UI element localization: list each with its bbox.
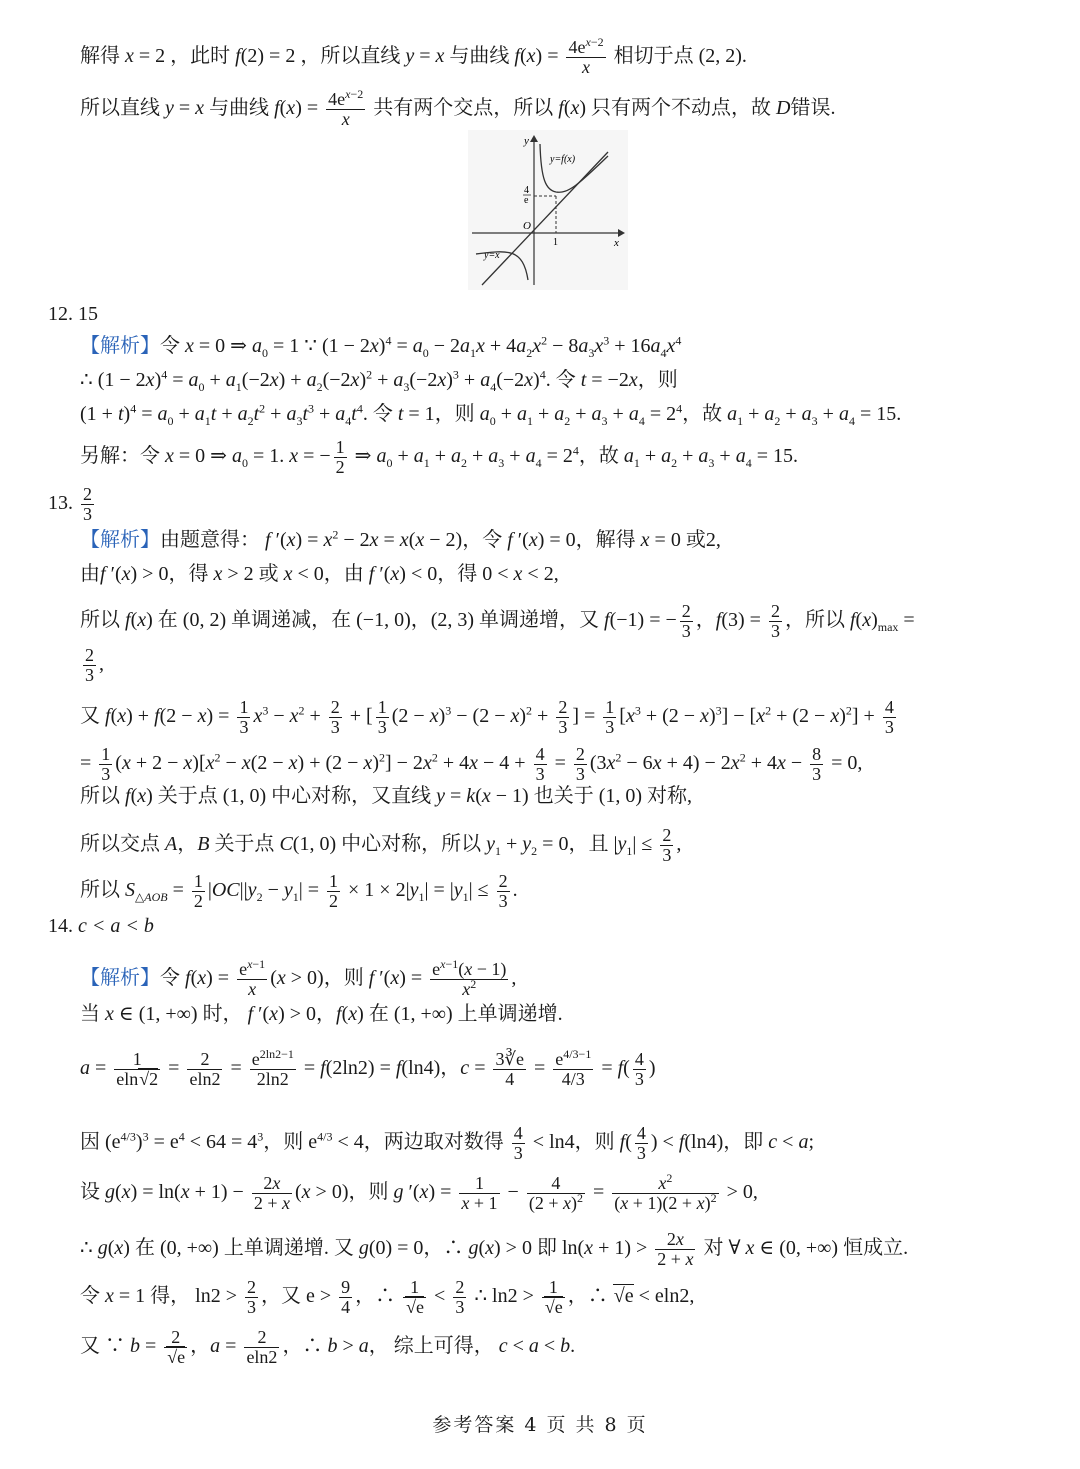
text: 所以	[80, 878, 120, 901]
q13-number: 13. $\frac{2}{3}$	[48, 484, 92, 524]
text: 单调递减，在	[231, 608, 352, 631]
text: 在	[157, 608, 178, 631]
text: 也关于	[533, 785, 594, 807]
text: 因	[80, 1130, 100, 1153]
text: ，解得	[575, 529, 636, 551]
text: 对	[703, 1236, 724, 1259]
text: ，则	[263, 1130, 304, 1153]
q14-line-8: 又 ∵ b = $\frac{2}{√e}$ ，a = $\frac{2}{eln2}$ ，∴ b > a， 综上可得， c < a < b.	[80, 1327, 576, 1367]
text: 当	[80, 1003, 100, 1025]
q14-line-1: 【解析】令 f(x) = $\frac{e^{x-1}}{x}$ (x > 0)，则 f ′(x) = $\frac{e^{x-1}(x - 1)}{x^2}$ ,	[80, 957, 517, 999]
text: 令	[372, 403, 393, 425]
q13-line-6: 所以 f(x) 关于点 (1, 0) 中心对称，又直线 y = k(x − 1) 也关于 (1, 0) 对称,	[80, 785, 693, 807]
text: 上单调递增.	[457, 1003, 563, 1025]
text: 即	[536, 1236, 557, 1259]
text: ，则	[637, 369, 678, 391]
text: 中心对称，又直线	[271, 785, 432, 807]
text: ，令	[462, 529, 503, 551]
text: ，即	[723, 1130, 764, 1153]
text: 与曲线	[209, 96, 270, 119]
text: 13.	[48, 491, 73, 514]
text: 令	[160, 335, 180, 357]
text: 令	[80, 1284, 100, 1307]
text: 共有两个交点，所以	[373, 96, 554, 119]
text: 在	[368, 1003, 389, 1025]
q12-line-4: 另解：令 x = 0 ⇒ $a_0 = 1$. x = − $\frac{1}{2}$ ⇒ $a_0 + a_1 + a_2 + a_3 + a_4 = 2^4$，故 $a_1 + a_2 + a_3 + a_4 = 15$.	[80, 437, 798, 477]
y-axis-label: y	[524, 135, 529, 147]
text: 单调递增，又	[479, 608, 600, 631]
origin-label: O	[523, 220, 531, 232]
text: 所以直线	[80, 96, 160, 119]
text: 关于点	[157, 785, 218, 807]
q14-line-2: 当 x ∈ (1, +∞) 时， f ′(x) > 0，f(x) 在 (1, +∞) 上单调递增.	[80, 1003, 563, 1025]
text: 令	[555, 369, 576, 391]
text: 由	[80, 563, 100, 585]
q14-line-5: 设 g(x) = ln(x + 1) − $\frac{2x}{2 + x}$ (x > 0)，则 g ′(x) = $\frac{1}{x + 1}$ − $\frac{4}{(2 + x)^2}$ = $\frac{x^2}{(x + 1)(2 + x)^2}$ > 0,	[80, 1171, 758, 1213]
text: ，所以直线	[300, 44, 401, 67]
text: 得，	[150, 1284, 191, 1307]
x-axis-label: x	[614, 237, 619, 249]
text: ，两边取对数得	[363, 1130, 504, 1153]
q14-line-7: 令 x = 1 得， ln2 > $\frac{2}{3}$ ，又 e > $\frac{9}{4}$ ，∴ $\frac{1}{√e}$ < $\frac{2}{3}$ ∴ ln2 > $\frac{1}{√e}$ ，∴ √e < eln2,	[80, 1277, 695, 1317]
text: ，且	[568, 832, 609, 855]
text: ，则	[348, 1180, 389, 1203]
q13-line-3b: $\frac{2}{3}$ ,	[85, 645, 104, 685]
text: 令	[160, 966, 180, 989]
text: ，得	[437, 563, 478, 585]
text: ，故	[682, 403, 723, 425]
page-footer: 参考答案 4 页 共 8 页	[432, 1414, 648, 1436]
q13-line-5: = $\frac{1}{3}$ $(x + 2 - x)[x^2 - x(2 - x) + (2 - x)^2] - 2x^2 + 4x - 4$ + $\frac{4}{3}$ = $\frac{2}{3}$ $(3x^2 - 6x + 4) - 2x^2 + 4x$ − $\frac{8}{3}$ = 0,	[80, 744, 863, 784]
q14-line-3: a = $\frac{1}{eln√2}$ = $\frac{2}{eln2}$ = $\frac{e^{2ln2-1}}{2\ln 2}$ = f(2ln2) = f(ln4)，c = $\frac{3∛e}{4}$ = $\frac{e^{4/3-1}}{4/3}$ = f( $\frac{4}{3}$ )	[80, 1047, 656, 1089]
q12-line-2: ∴ $(1 - 2x)^4 = a_0 + a_1(-2x) + a_2(-2x)^2 + a_3(-2x)^3 + a_4(-2x)^4$. 令 t = −2x，则	[80, 367, 678, 394]
text: 上单调递增. 又	[223, 1236, 354, 1259]
text: 所以	[80, 785, 120, 807]
analysis-tag: 【解析】	[80, 529, 160, 551]
q13-line-1: 【解析】由题意得： f $'(x) = x^2 - 2x = x(x - 2)$，令 f ′(x) = 0，解得 x = 0 或2,	[80, 527, 721, 551]
text: 对称,	[647, 785, 693, 807]
q12-line-1: 【解析】令 x = 0 ⇒ $a_0 = 1$ ∵ $(1 - 2x)^4 = a_0 - 2a_1x + 4a_2x^2 - 8a_3x^3 + 16a_4x^4$	[80, 333, 682, 360]
ytick-denominator: e	[524, 195, 529, 206]
text: 错误.	[790, 96, 836, 119]
text: ，由	[323, 563, 364, 585]
line-label: y=x	[484, 250, 500, 261]
function-graph	[468, 130, 628, 290]
q14-line-6: ∴ g(x) 在 (0, +∞) 上单调递增. 又 g(0) = 0，∴ g(x) > 0 即 ln(x + 1) > $\frac{2x}{2 + x}$ 对 ∀ x ∈ (0, +∞) 恒成立.	[80, 1229, 909, 1269]
text: 另解：令	[80, 444, 160, 467]
curve-label: y=f(x)	[550, 154, 576, 165]
q12-number: 12. 15	[48, 303, 98, 325]
text: 解得	[80, 44, 120, 67]
text: 相切于点	[613, 44, 694, 67]
text: 只有两个不动点，故	[591, 96, 772, 119]
text: 所以交点	[80, 832, 160, 855]
q13-line-2: 由f ′(x) > 0，得 x > 2 或 x < 0，由 f ′(x) < 0，得 0 < x < 2,	[80, 563, 559, 585]
text: ，则	[434, 403, 475, 425]
q13-line-4: 又 f(x) + f(2 − x) = $\frac{1}{3}$ $x^3 - x^2$ + $\frac{2}{3}$ + [ $\frac{1}{3}$ $(2 - x)^3 - (2 - x)^2$ + $\frac{2}{3}$ ] = $\frac{1}{3}$ $[x^3 + (2 - x)^3] - [x^2 + (2 - x)^2]$ + $\frac{4}{3}$	[80, 697, 894, 737]
q11-line-2: 所以直线 y = x 与曲线 f(x) = $\frac{4e^{x-2}}{x}$ 共有两个交点，所以 f(x) 只有两个不动点，故 D错误.	[80, 87, 836, 129]
text: 又	[80, 704, 100, 727]
text: 中心对称，所以	[341, 832, 482, 855]
analysis-tag: 【解析】	[80, 966, 160, 989]
text: 时，	[202, 1003, 243, 1025]
text: 设	[80, 1180, 100, 1203]
text: ，所以	[784, 608, 845, 631]
text: 恒成立.	[843, 1236, 909, 1259]
text: 综上可得，	[393, 1334, 494, 1357]
text: 由题意得：	[160, 529, 260, 551]
text: 关于点	[214, 832, 275, 855]
text: ，得	[168, 563, 209, 585]
text: 所以	[80, 608, 120, 631]
text: 或	[258, 563, 279, 585]
text: 或2,	[685, 529, 721, 551]
ytick-numerator: 4	[524, 185, 529, 196]
xtick-one: 1	[553, 237, 558, 248]
text: 14.	[48, 915, 73, 937]
q11-line-1: 解得 x = 2 ，此时 f(2) = 2 ，所以直线 y = x 与曲线 f(x) = $\frac{4e^{x-2}}{x}$ 相切于点 (2, 2).	[80, 35, 747, 77]
text: ，此时	[170, 44, 231, 67]
text: ，则	[323, 966, 364, 989]
q13-line-8: 所以 $S_{\triangle AOB}$ = $\frac{1}{2}$ $|OC||y_2 - y_1|$ = $\frac{1}{2}$ × $1 \times 2|y_1| = |y_1|$ ≤ $\frac{2}{3}$ .	[80, 871, 518, 911]
q13-line-3: 所以 f(x) 在 (0, 2) 单调递减，在 (−1, 0)，(2, 3) 单调递增，又 f(−1) = − $\frac{2}{3}$ ，f(3) = $\frac{2}{3}$ ，所以 $f(x)_{max}$ =	[80, 601, 915, 641]
q14-number	[48, 915, 154, 938]
q14-line-4: 因 $(e^{4/3})^3 = e^4 < 64 = 4^3$，则 $e^{4/3} < 4$，两边取对数得 $\frac{4}{3}$ < ln4，则 f( $\frac{4}{3}$ ) < f(ln4)，即 c < a;	[80, 1123, 815, 1163]
text: ，则	[574, 1130, 615, 1153]
text: 在	[134, 1236, 155, 1259]
text: 与曲线	[449, 44, 510, 67]
q13-line-7: 所以交点 A，B 关于点 C(1, 0) 中心对称，所以 $y_1 + y_2 = 0$，且 $|y_1|$ ≤ $\frac{2}{3}$ ,	[80, 825, 682, 865]
analysis-tag: 【解析】	[80, 335, 160, 357]
q14-answer: c < a < b	[78, 915, 154, 937]
text: ，又	[261, 1284, 302, 1307]
text: 又	[80, 1334, 100, 1357]
q12-line-3: $(1 + t)^4 = a_0 + a_1t + a_2t^2 + a_3t^3 + a_4t^4$. 令 t = 1，则 $a_0 + a_1 + a_2 + a_3 + a_4 = 2^4$，故 $a_1 + a_2 + a_3 + a_4 = 15$.	[80, 401, 902, 428]
